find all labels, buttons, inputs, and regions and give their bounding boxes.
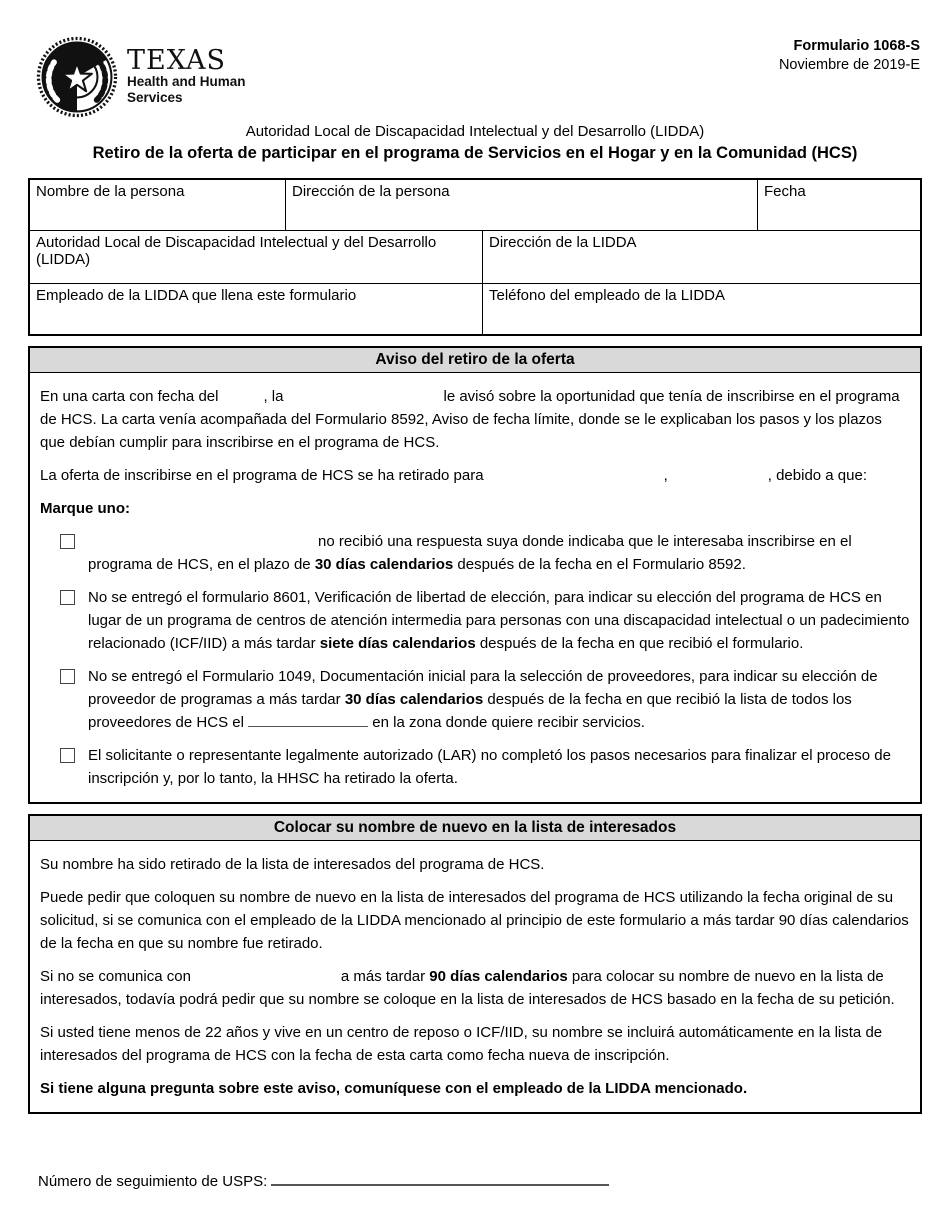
aviso-paragraph-2 [40,464,910,487]
field-direccion-persona[interactable]: Dirección de la persona [285,180,757,230]
section-aviso-retiro [28,346,922,804]
lista-paragraph-5-bold: Si tiene alguna pregunta sobre este aviso, comuníquese con el empleado de la LIDDA mencionado. [40,1080,748,1097]
lista-paragraph-3 [40,965,910,1011]
checkbox-item-text [88,530,910,576]
section-aviso-header: Aviso del retiro de la oferta [30,348,920,373]
aviso-p1-text-a: En una carta con fecha del [40,388,219,405]
field-lidda[interactable]: Autoridad Local de Discapacidad Intelectual y del Desarrollo (LIDDA) [36,234,437,268]
item3-text-c: en la zona donde quiere recibir servicios. [372,714,645,731]
checkbox-item-no-respuesta [60,530,910,576]
lista-paragraph-1: Su nombre ha sido retirado de la lista de interesados del programa de HCS. [40,856,545,873]
item1-text-b: después de la fecha en el Formulario 8592. [457,556,746,573]
checkbox-item-formulario-8601 [60,586,910,655]
logo-wordmark [127,36,246,106]
item3-bold-dias: 30 días calendarios [344,691,484,708]
checkbox-icon[interactable] [60,590,75,605]
page-title: Retiro de la oferta de participar en el programa de Servicios en el Hogar y en la Comunidad (HCS) [92,144,858,162]
aviso-p2-text-c: , debido a que: [767,467,868,484]
field-fecha[interactable]: Fecha [757,180,920,230]
info-table [28,178,922,336]
lista-p3-text-b: a más tardar [340,968,426,985]
lista-p3-text-c: para colocar su nombre de nuevo en la lista de interesados, todavía podrá pedir que su nombre se coloque en la lista de interesados de HCS basado en la fecha de su petición. [40,968,895,1008]
section-lista-body [30,841,920,1112]
logo-dept-line1: Health and Human [127,74,246,89]
lista-p3-text-a: Si no se comunica con [40,968,191,985]
table-row [30,180,920,230]
logo-dept-line2: Services [127,90,183,105]
form-subtitle: Autoridad Local de Discapacidad Intelectual y del Desarrollo (LIDDA) [245,123,705,140]
checkbox-item-text [88,586,910,655]
item2-bold-dias: siete días calendarios [319,635,476,652]
lista-paragraph-4: Si usted tiene menos de 22 años y vive en un centro de reposo o ICF/IID, su nombre se incluirá automáticamente en la lista de interesados del programa de HCS con la fecha de esta carta como fecha nueva de inscripción. [40,1024,883,1064]
form-date: Noviembre de 2019-E [778,57,920,73]
field-direccion-lidda[interactable]: Dirección de la LIDDA [482,231,920,283]
item3-text-a: No se entregó el Formulario 1049, Documentación inicial para la selección de proveedores, para indicar su elección de proveedor de programas a más tardar [88,668,878,708]
checkbox-icon[interactable] [60,534,75,549]
field-telefono-empleado[interactable]: Teléfono del empleado de la LIDDA [482,284,920,334]
table-row [30,283,920,334]
form-header [0,0,950,122]
form-meta [779,37,920,75]
section-colocar-nombre [28,814,922,1114]
lista-paragraph-2: Puede pedir que coloquen su nombre de nuevo en la lista de interesados del programa de HCS utilizando la fecha original de su solicitud, si se comunica con el empleado de la LIDDA mencionado al principio de este formulario a más tardar 90 días calendarios de la fecha en que su nombre fue retirado. [40,889,909,952]
item2-text-b: después de la fecha en que recibió el formulario. [479,635,804,652]
aviso-p2-comma: , [663,467,668,484]
field-empleado-lidda[interactable]: Empleado de la LIDDA que llena este formulario [36,287,357,304]
checkbox-item-text [88,665,910,734]
form-number: Formulario 1068-S [793,38,920,54]
checkbox-item-formulario-1049 [60,665,910,734]
blank-fecha-lista-proveedores[interactable] [248,713,368,727]
usps-tracking-label: Número de seguimiento de USPS: [38,1173,268,1190]
aviso-p2-text-a: La oferta de inscribirse en el programa de HCS se ha retirado para [40,467,484,484]
checkbox-icon[interactable] [60,748,75,763]
section-lista-header: Colocar su nombre de nuevo en la lista de interesados [30,816,920,841]
title-block [0,122,950,165]
texas-hhs-logo [36,36,246,118]
checkbox-item-text: El solicitante o representante legalmente autorizado (LAR) no completó los pasos necesarios para finalizar el proceso de inscripción y, por lo tanto, la HHSC ha retirado la oferta. [88,747,891,787]
logo-brand-text: TEXAS [127,45,226,76]
checkbox-icon[interactable] [60,669,75,684]
usps-tracking-row [38,1170,609,1190]
item1-text-a: no recibió una respuesta suya donde indicaba que le interesaba inscribirse en el programa de HCS, en el plazo de [88,533,852,573]
texas-hhs-seal-icon [36,36,118,118]
marque-uno-label: Marque uno: [40,500,130,517]
item1-bold-dias: 30 días calendarios [314,556,454,573]
section-aviso-body [30,373,920,802]
usps-tracking-input-line[interactable] [271,1170,609,1186]
aviso-p1-text-b: , la [263,388,284,405]
item2-text-a: No se entregó el formulario 8601, Verificación de libertad de elección, para indicar su elección del programa de HCS en lugar de un programa de centros de atención intermedia para personas con una discapacidad intelectual o un padecimiento relacionado (ICF/IID) a más tardar [88,589,910,652]
item3-text-b: después de la fecha en que recibió la lista de todos los proveedores de HCS el [88,691,852,731]
lista-p3-bold-dias: 90 días calendarios [429,968,568,985]
aviso-paragraph-1 [40,385,910,454]
table-row [30,230,920,283]
aviso-p1-text-c: le avisó sobre la oportunidad que tenía de inscribirse en el programa de HCS. La carta venía acompañada del Formulario 8592, Aviso de fecha límite, donde se le explicaban los pasos y los plazos que debían cumplir para inscribirse en el programa de HCS. [40,388,900,451]
field-nombre-persona[interactable]: Nombre de la persona [36,183,185,200]
checkbox-item-lar-no-completo [60,744,910,790]
